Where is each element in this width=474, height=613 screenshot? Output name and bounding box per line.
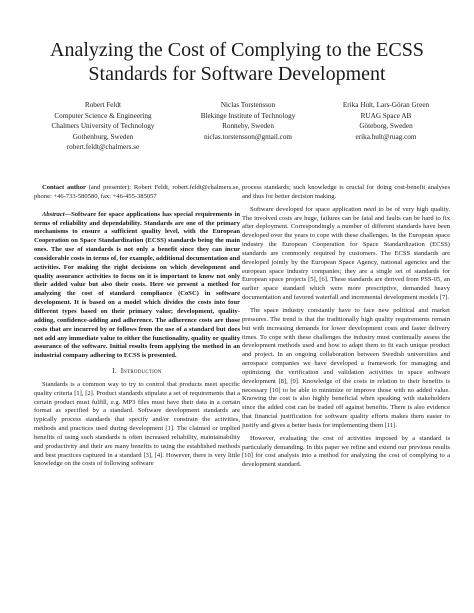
left-column <box>34 184 240 469</box>
paper-title <box>0 38 474 86</box>
author-location: Ronneby, Sweden <box>222 122 274 131</box>
author-location: Gothenburg, Sweden <box>72 132 134 141</box>
author-affiliation: Blekinge Institute of Technology <box>200 111 296 120</box>
author-1 <box>28 100 178 153</box>
author-name: Robert Feldt <box>84 101 122 109</box>
author-affiliation: Computer Science & Engineering <box>54 111 152 120</box>
right-column <box>242 184 450 470</box>
intro-paragraph-continued: process standards; such knowledge is crucial for doing cost-benefit analyses and thus for better decision making. <box>242 184 450 200</box>
intro-paragraph-4: However, evaluating the cost of activities imposed by a standard is particularly demanding. In this paper we refine and extend our previous results [10] for cost analysis into a method for analyzing the cost of complying to a development standard. <box>242 434 450 469</box>
title-line-1: Analyzing the Cost of Complying to the ECSS <box>50 39 424 61</box>
contact-text: (and presenter): Robert Feldt, robert.feldt@chalmers.se, phone: +46-733-580580, fax: +46-455-385057 <box>34 184 241 200</box>
author-email: robert.feldt@chalmers.se <box>66 143 140 152</box>
author-affiliation: RUAG Space AB <box>360 111 412 120</box>
author-name: Niclas Torstensson <box>220 101 276 109</box>
author-3 <box>316 100 456 142</box>
contact-label: Contact author <box>42 184 86 191</box>
author-email: niclas.torstensson@gmail.com <box>203 132 293 141</box>
contact-paragraph <box>34 184 240 202</box>
author-email: erika.hult@ruag.com <box>355 132 417 141</box>
intro-paragraph-3: The space industry constantly have to face new political and market pressures. The trend is that the traditionally high quality requirements remain but with increasing demands for lower development costs and faster delivery times. To cope with these challenges the industry must continually assess the development methods used and how to adapt them to fit each unique product and project. In an ongoing collaboration between Swedish universities and aerospace companies we have developed a framework for managing and optimizing the verification and validation activities in space software development [8], [9]. Knowledge of the costs in relation to their benefits is necessary [10] to be able to minimize or improve those with no added value. Knowing the cost is also highly beneficial when speaking with stakeholders since the added cost can be traded off against benefits. There is also evidence that financial justification for software quality efforts makes them easier to justify and gives a better basis for implementing them [11]. <box>242 306 450 429</box>
author-2 <box>178 100 318 142</box>
intro-paragraph-2: Software developed for space application need to be of very high quality. The involved costs are huge, failures can be fatal and faults can be hard to fix after deployment. Correspondingly a number of different standards have been developed over the years to cope with these challenges. In the European space industry the European Cooperation for Space Standardization (ECSS) standards are commonly required by customers. The ECSS standards are developed jointly by the European Space Agency, national agencies and the european space industry companies; they are a single set of standards for European space projects [5], [6]. These standards are derived from PSS-05, an earlier space standard which were more prescriptive, demanded heavy documentation and favored waterfall and incremental development models [7]. <box>242 205 450 302</box>
abstract-text: —Software for space applications has special requirements in terms of reliability and dependability. Standards are one of the primary mechanisms to ensure a sufficient quality level, with the European Cooperation on Space Standardization (ECSS) standards being the main ones. The use of standards is not only a benefit since they can incur considerable costs in terms of, for example, additional documentation and activities. For making the right decisions on which development and quality assurance activities to focus on it is important to know not only their added value but also their costs. Here we present a method for analyzing the cost of standard compliance (CoSC) in software development. It is based on a model which divides the costs into four different types based on their primary value; development, quality-adding, confidence-adding and adherence. The adherence costs are those costs that are incurred by or follows from the use of a standard but does not add any immediate value to either the functionality, quality or quality assurance of the software. Initial results from applying the method in an industrial company adhering to ECSS is presented. <box>34 210 240 360</box>
author-name: Erika Hult, Lars-Göran Green <box>342 101 430 109</box>
title-line-2: Standards for Software Development <box>88 63 386 85</box>
author-location: Göteborg, Sweden <box>359 122 413 131</box>
intro-paragraph-1: Standards is a common way to try to control that products meet specific quality criteria [1], [2]. Product standards stipulate a set of requirements that a certain product must fulfill, e.g. MP3 files must have their data in a certain format as specified by a standard. Software development standards are typically process standards that specify and/or constrain the activities, methods and practices used during development [1]. The claimed or implied benefits of using such standards is often increased reliability, maintainability and productivity and their are many benefits to using the established methods and best practices captured in a standard [3], [4]. However, there is very little knowledge on the costs of following software <box>34 380 240 468</box>
abstract-label: Abstract <box>42 210 65 218</box>
section-number: I. <box>112 367 117 376</box>
author-affiliation: Chalmers University of Technology <box>51 122 155 131</box>
section-heading <box>34 367 240 376</box>
abstract <box>34 211 240 361</box>
section-title: Introduction <box>120 367 162 376</box>
